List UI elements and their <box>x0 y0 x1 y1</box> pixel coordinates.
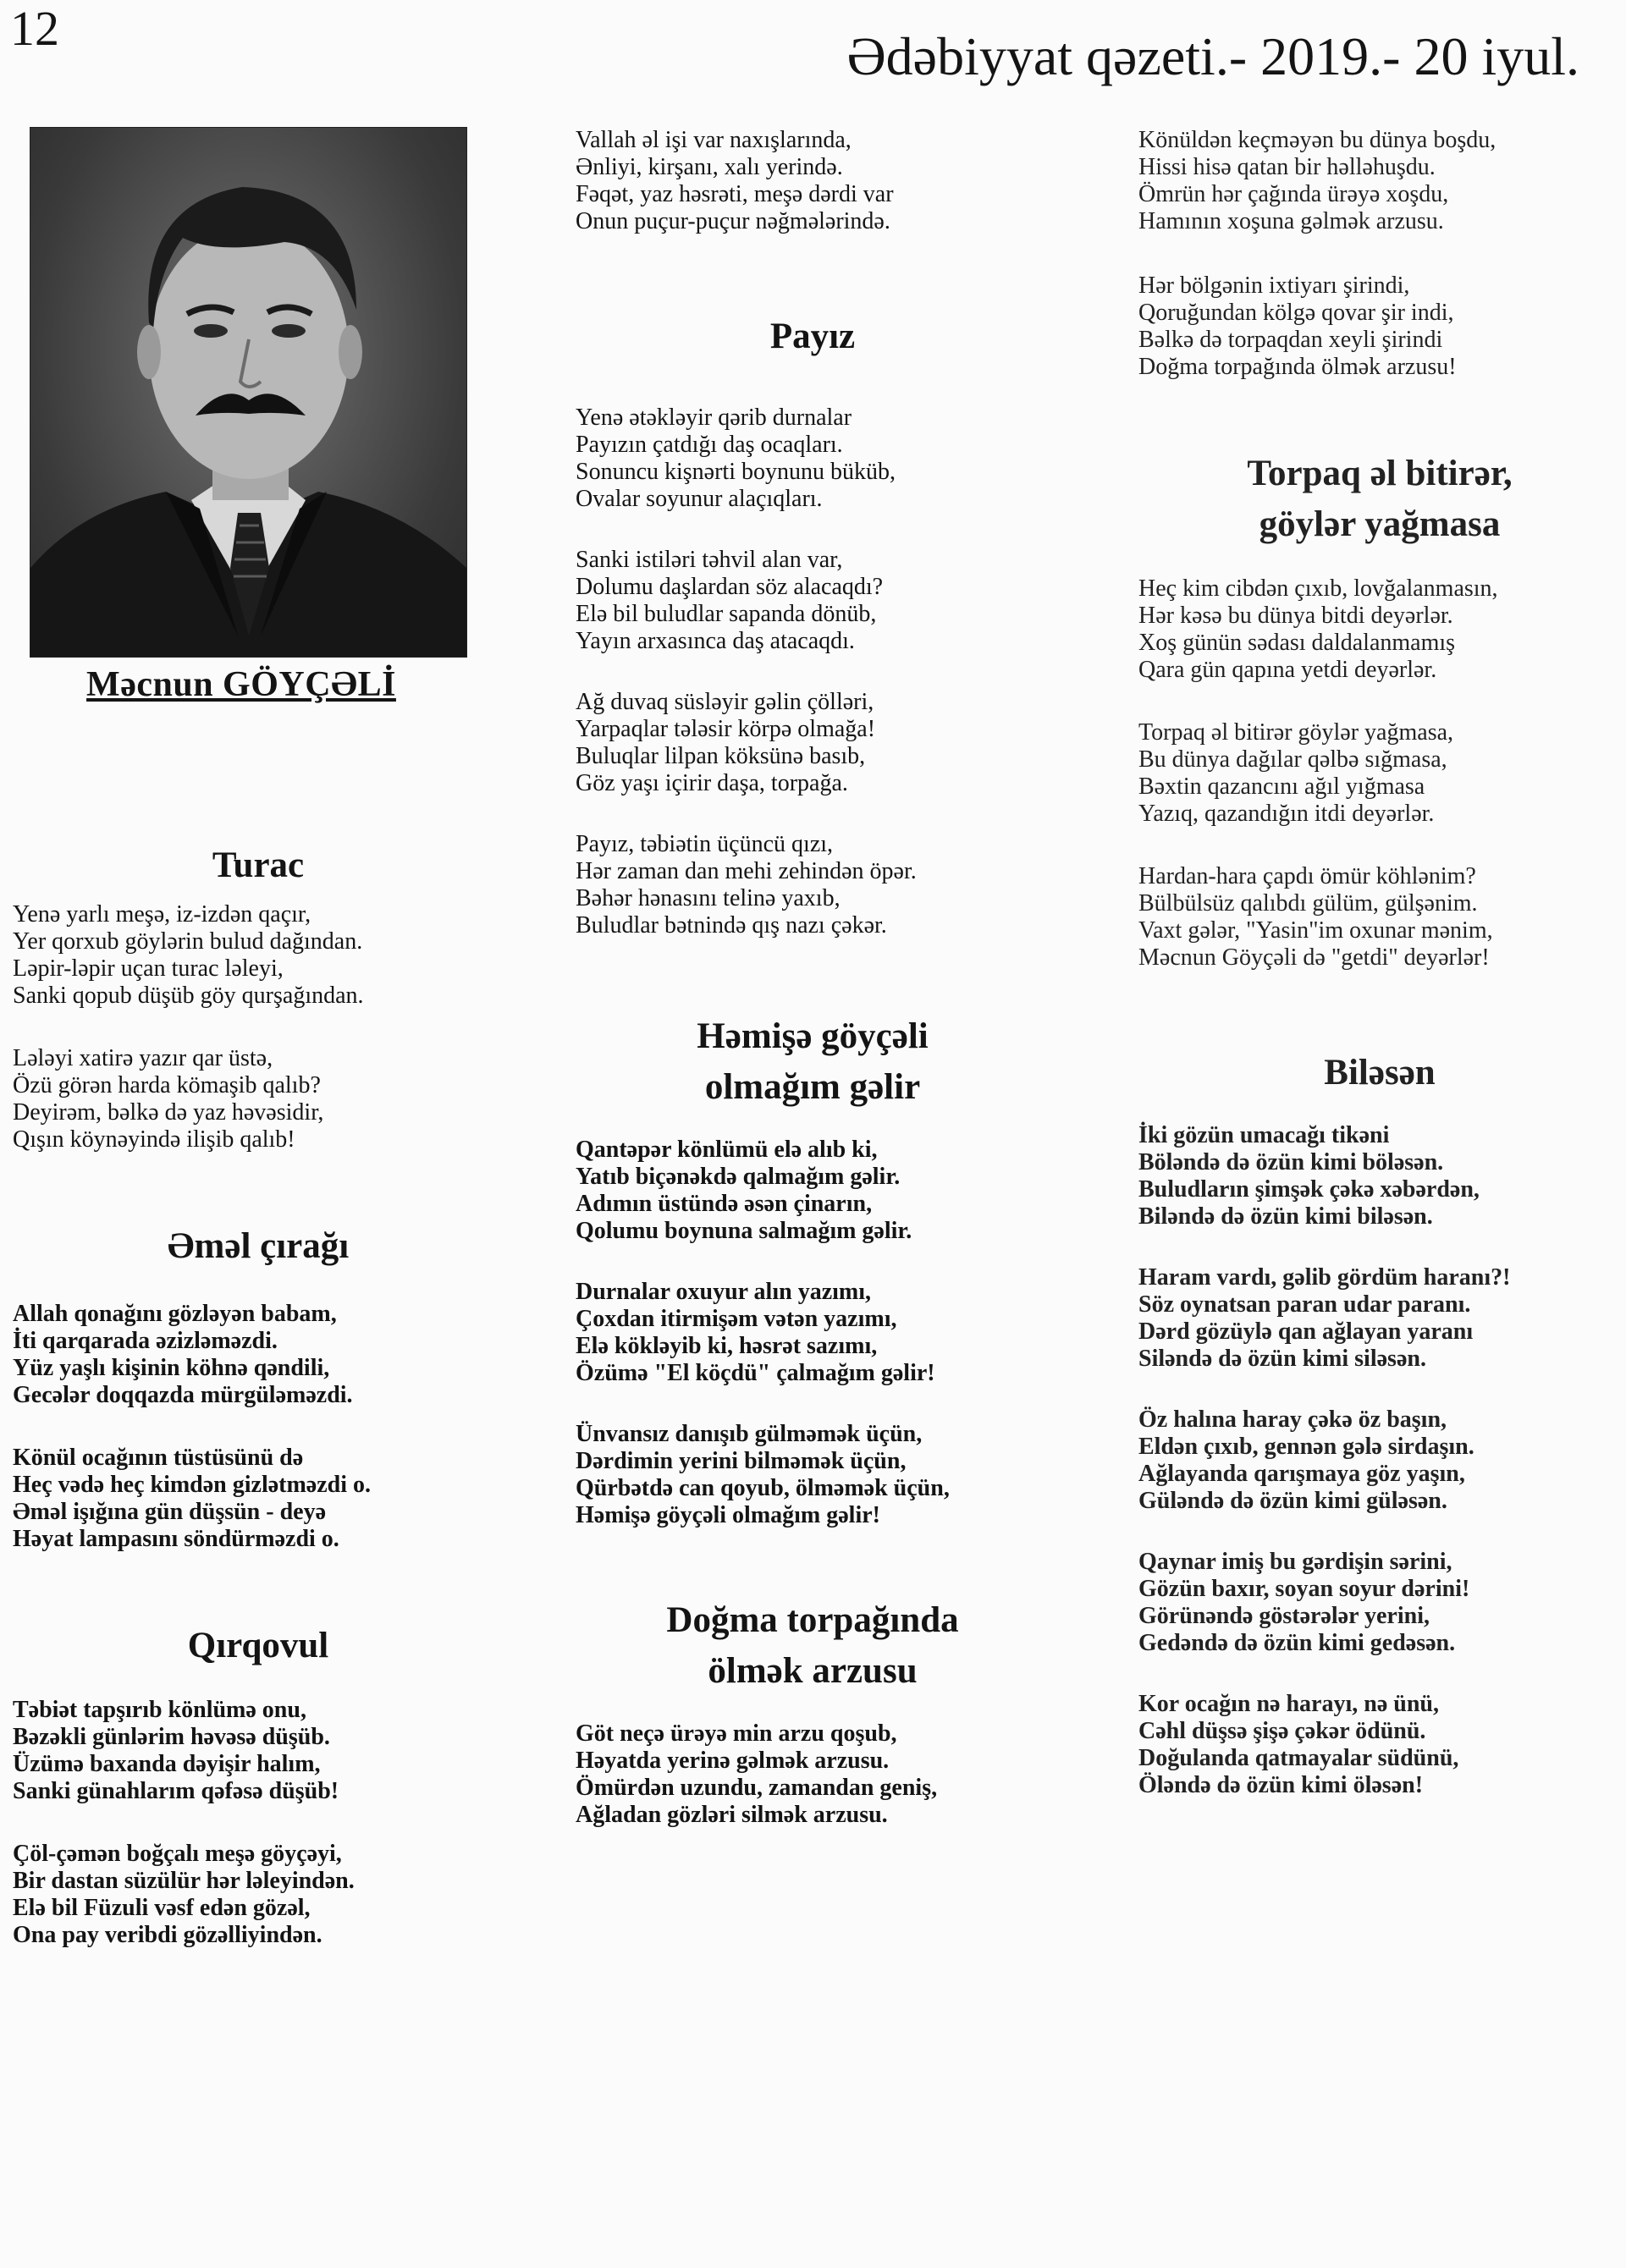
poem-line: Sonuncu kişnərti boynunu büküb, <box>576 459 896 485</box>
stanza <box>1138 719 1621 828</box>
poem-line: Bəzəkli günlərim həvəsə düşüb. <box>13 1724 330 1750</box>
poem-title: Biləsən <box>1324 1053 1436 1093</box>
poem-line: Ömrün hər çağında ürəyə xoşdu, <box>1138 181 1449 207</box>
poem-line: Gecələr doqqazda mürgüləməzdi. <box>13 1382 353 1408</box>
stanza <box>1138 127 1621 235</box>
stanza <box>576 1720 1050 1829</box>
poem-emel-ciragi <box>13 1221 504 1553</box>
poem-line: Yayın arxasınca daş atacaqdı. <box>576 628 855 654</box>
poem-line: Yatıb biçənəkdə qalmağım gəlir. <box>576 1164 901 1190</box>
poem-line: Ona pay veribdi gözəlliyindən. <box>13 1922 322 1948</box>
poem-line: Görünəndə göstərələr yerini, <box>1138 1603 1430 1629</box>
stanza <box>13 1301 504 1409</box>
poem-line: Vallah əl işi var naxışlarında, <box>576 127 852 153</box>
poem-line: Göt neçə ürəyə min arzu qoşub, <box>576 1720 897 1747</box>
poem-line: Həmişə göyçəli olmağım gəlir! <box>576 1502 880 1528</box>
poem-line: Bəlkə də torpaqdan xeyli şirindi <box>1138 327 1443 353</box>
poem-line: Yenə ətəkləyir qərib durnalar <box>576 405 852 431</box>
stanza <box>576 547 1050 655</box>
poem-dogma-torpaginda <box>576 1595 1050 1829</box>
poem-line: Dolumu daşlardan söz alacaqdı? <box>576 574 884 600</box>
poem-line: Yer qorxub göylərin bulud dağından. <box>13 928 363 955</box>
poem-line: Lələyi xatirə yazır qar üstə, <box>13 1045 273 1071</box>
poem-line: Doğma torpağında ölmək arzusu! <box>1138 354 1457 380</box>
poem-line: Böləndə də özün kimi böləsən. <box>1138 1149 1444 1175</box>
stanza <box>13 1841 504 1949</box>
poem-title: Torpaq əl bitirər, <box>1247 454 1513 493</box>
poem-line: Biləndə də özün kimi biləsən. <box>1138 1203 1433 1230</box>
poem-line: Elə kökləyib ki, həsrət sazımı, <box>576 1333 878 1359</box>
poem-line: Siləndə də özün kimi siləsən. <box>1138 1346 1426 1372</box>
poem-title: ölmək arzusu <box>708 1651 918 1691</box>
poem-line: Bir dastan süzülür hər ləleyindən. <box>13 1868 355 1894</box>
poem-line: Allah qonağını gözləyən babam, <box>13 1301 337 1327</box>
stanza <box>1138 1122 1621 1230</box>
poem-qirqovul <box>13 1621 504 1949</box>
poem-line: Özümə "El köçdü" çalmağım gəlir! <box>576 1360 935 1386</box>
poem-line: Çoxdan itirmişəm vətən yazımı, <box>576 1306 897 1332</box>
poem-title: Əməl çırağı <box>167 1226 350 1266</box>
poem-line: Eldən çıxıb, gennən gələ sirdaşın. <box>1138 1434 1474 1460</box>
poem-line: Məcnun Göyçəli də "getdi" deyərlər! <box>1138 944 1490 971</box>
poem-line: Heç vədə heç kimdən gizlətməzdi o. <box>13 1472 372 1498</box>
poem-title: Qırqovul <box>187 1626 329 1665</box>
poem-hemise-goyceli <box>576 1011 1050 1529</box>
poem-title: Doğma torpağında <box>666 1600 959 1640</box>
poem-line: Vaxt gələr, "Yasin"im oxunar mənim, <box>1138 917 1493 944</box>
poem-line: Buluqlar lilpan köksünə basıb, <box>576 743 866 769</box>
poem-line: Durnalar oxuyur alın yazımı, <box>576 1279 872 1305</box>
poem-line: Deyirəm, bəlkə də yaz həvəsidir, <box>13 1099 324 1126</box>
poem-line: Hər zaman dan mehi zehindən öpər. <box>576 858 917 884</box>
poem-title: Turac <box>212 845 305 885</box>
poem-line: Təbiət tapşırıb könlümə onu, <box>13 1697 306 1723</box>
poem-line: İki gözün umacağı tikəni <box>1138 1122 1390 1148</box>
poem-bilesen <box>1138 1048 1621 1799</box>
poem-line: Ənliyi, kirşanı, xalı yerində. <box>576 154 843 180</box>
poem-line: Onun puçur-puçur nəğmələrində. <box>576 208 890 234</box>
stanza <box>1138 575 1621 684</box>
poem-line: Üzümə baxanda dəyişir halım, <box>13 1751 321 1777</box>
author-name: Məcnun GÖYÇƏLİ <box>86 665 396 704</box>
stanza <box>576 831 1050 939</box>
poem-line: Özü görən harda kömaşib qalıb? <box>13 1072 321 1098</box>
poem-line: Haram vardı, gəlib gördüm haranı?! <box>1138 1264 1511 1291</box>
stanza <box>1138 1549 1621 1657</box>
stanza <box>1138 1264 1621 1373</box>
poem-line: Bəxtin qazancını ağıl yığmasa <box>1138 773 1425 800</box>
poem-title: göylər yağmasa <box>1259 504 1501 544</box>
poem-line: Könüldən keçməyən bu dünya boşdu, <box>1138 127 1496 153</box>
poem-line: Qaynar imiş bu gərdişin sərini, <box>1138 1549 1452 1575</box>
poem-line: Torpaq əl bitirər göylər yağmasa, <box>1138 719 1454 746</box>
poem-line: Sanki istiləri təhvil alan var, <box>576 547 843 573</box>
poem-line: Öz halına haray çəkə öz başın, <box>1138 1406 1447 1433</box>
poem-line: Gözün baxır, soyan soyur dərini! <box>1138 1576 1470 1602</box>
poem-line: İti qarqarada əzizləməzdi. <box>13 1328 278 1354</box>
poem-line: Ömürdən uzundu, zamandan geniş, <box>576 1775 938 1801</box>
poem-line: Hər bölgənin ixtiyarı şirindi, <box>1138 272 1410 299</box>
poem-line: Könül ocağının tüstüsünü də <box>13 1445 304 1471</box>
poem-line: Söz oynatsan paran udar paranı. <box>1138 1291 1471 1318</box>
poem-line: Elə bil Füzuli vəsf edən gözəl, <box>13 1895 311 1921</box>
poem-line: Həyatda yerinə gəlmək arzusu. <box>576 1748 890 1774</box>
stanza <box>13 1045 504 1153</box>
poem-line: Sanki qopub düşüb göy qurşağından. <box>13 983 364 1009</box>
stanza <box>576 127 1050 235</box>
poem-line: Ovalar soyunur alaçıqları. <box>576 486 823 512</box>
author-photo <box>30 127 467 658</box>
poem-line: Ləpir-ləpir uçan turac ləleyi, <box>13 955 284 982</box>
poem-line: Öləndə də özün kimi öləsən! <box>1138 1772 1424 1798</box>
poem-line: Həyat lampasını söndürməzdi o. <box>13 1526 339 1552</box>
poem-line: Qantəpər könlümü elə alıb ki, <box>576 1137 878 1163</box>
poem-line: Hər kəsə bu dünya bitdi deyərlər. <box>1138 603 1453 629</box>
stanza <box>1138 272 1621 381</box>
stanza <box>13 1445 504 1553</box>
stanza <box>576 1421 1050 1529</box>
poem-title: Payız <box>769 317 856 356</box>
stanza <box>576 689 1050 797</box>
poem-title: Həmişə göyçəli <box>697 1016 929 1056</box>
poem-line: Qoruğundan kölgə qovar şir indi, <box>1138 300 1454 326</box>
poem-line: Buludlar bətnində qış nazı çəkər. <box>576 912 887 939</box>
stanza <box>576 405 1050 513</box>
column-3 <box>1138 127 1621 1799</box>
poem-line: Dərd gözüylə qan ağlayan yaranı <box>1138 1318 1474 1345</box>
stanza <box>1138 863 1621 972</box>
poem-torpaq-el-bitirer <box>1138 449 1621 972</box>
poem-title: olmağım gəlir <box>704 1067 921 1107</box>
poem-line: Əməl işığına gün düşsün - deyə <box>13 1499 327 1525</box>
poem-line: Yüz yaşlı kişinin köhnə qəndili, <box>13 1355 330 1381</box>
poem-line: Bu dünya dağılar qəlbə sığmasa, <box>1138 746 1447 773</box>
poem-line: Yenə yarlı meşə, iz-izdən qaçır, <box>13 901 311 928</box>
poem-line: Qara gün qapına yetdi deyərlər. <box>1138 657 1437 683</box>
poem-line: Buludların şimşək çəkə xəbərdən, <box>1138 1176 1480 1203</box>
poem-line: Güləndə də özün kimi güləsən. <box>1138 1488 1447 1514</box>
poem-line: Fəqət, yaz həsrəti, meşə dərdi var <box>576 181 894 207</box>
column-1 <box>13 127 504 1949</box>
stanza <box>13 901 504 1010</box>
poem-turac <box>13 840 504 1153</box>
poem-payiz <box>576 311 1050 939</box>
poem-line: Hamının xoşuna gəlmək arzusu. <box>1138 208 1444 234</box>
poem-line: Qolumu boynuna salmağım gəlir. <box>576 1218 912 1244</box>
stanza <box>13 1697 504 1805</box>
stanza <box>576 1279 1050 1387</box>
poem-line: Xoş günün sədası daldalanmamış <box>1138 630 1456 656</box>
column-2 <box>576 127 1050 1829</box>
author-portrait-icon <box>30 128 466 657</box>
poem-line: Heç kim cibdən çıxıb, lovğalanmasın, <box>1138 575 1498 602</box>
poem-line: Sanki günahlarım qəfəsə düşüb! <box>13 1778 339 1804</box>
poem-line: Gedəndə də özün kimi gedəsən. <box>1138 1630 1456 1656</box>
page-number: 12 <box>10 1 59 56</box>
poem-line: Kor ocağın nə harayı, nə ünü, <box>1138 1691 1439 1717</box>
poem-line: Hardan-hara çapdı ömür köhlənim? <box>1138 863 1476 889</box>
poem-line: Elə bil buludlar sapanda dönüb, <box>576 601 877 627</box>
stanza <box>576 1137 1050 1245</box>
poem-line: Cəhl düşsə şişə çəkər ödünü. <box>1138 1718 1426 1744</box>
poem-line: Payızın çatdığı daş ocaqları. <box>576 432 843 458</box>
stanza <box>1138 1406 1621 1515</box>
poem-line: Bəhər hənasını telinə yaxıb, <box>576 885 841 911</box>
poem-line: Qürbətdə can qoyub, ölməmək üçün, <box>576 1475 950 1501</box>
masthead: Ədəbiyyat qəzeti.- 2019.- 20 iyul. <box>846 26 1579 86</box>
poem-line: Ağ duvaq süsləyir gəlin çölləri, <box>576 689 874 715</box>
poem-line: Adımın üstündə əsən çinarın, <box>576 1191 873 1217</box>
poem-line: Yarpaqlar tələsir körpə olmağa! <box>576 716 876 742</box>
poem-line: Ağladan gözləri silmək arzusu. <box>576 1802 888 1828</box>
poem-line: Payız, təbiətin üçüncü qızı, <box>576 831 834 857</box>
poem-line: Dərdimin yerini bilməmək üçün, <box>576 1448 907 1474</box>
poem-line: Ağlayanda qarışmaya göz yaşın, <box>1138 1461 1465 1487</box>
poem-line: Çöl-çəmən boğçalı meşə göyçəyi, <box>13 1841 342 1867</box>
poem-line: Qışın köynəyində ilişib qalıb! <box>13 1126 295 1153</box>
stanza <box>1138 1691 1621 1799</box>
poem-line: Bülbülsüz qalıbdı gülüm, gülşənim. <box>1138 890 1478 917</box>
poem-line: Doğulanda qatmayalar südünü, <box>1138 1745 1459 1771</box>
poem-line: Göz yaşı içirir daşa, torpağa. <box>576 770 848 796</box>
poem-line: Yazıq, qazandığın itdi deyərlər. <box>1138 801 1435 827</box>
poem-line: Hissi hisə qatan bir həlləhuşdu. <box>1138 154 1436 180</box>
poem-line: Ünvansız danışıb gülməmək üçün, <box>576 1421 923 1447</box>
